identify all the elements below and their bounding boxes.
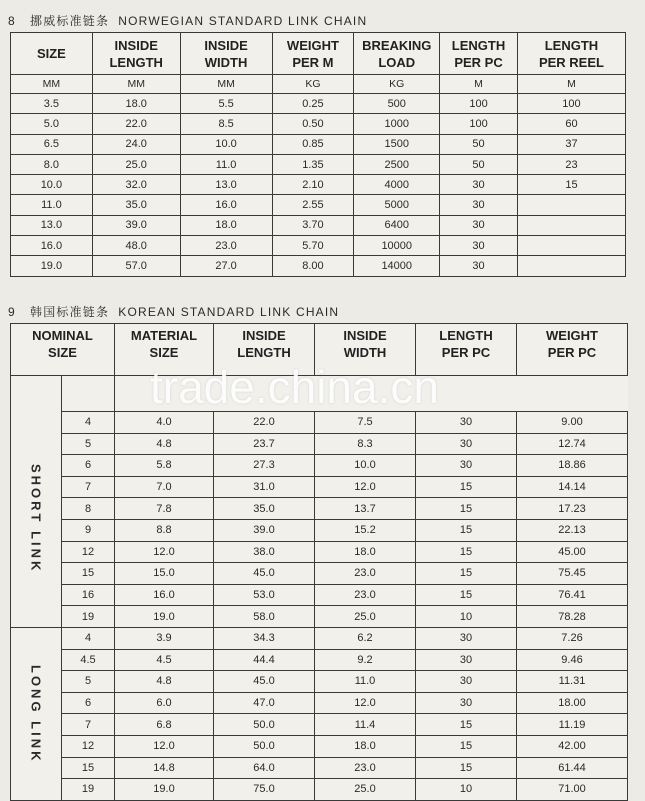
table-cell: 12.0: [115, 735, 214, 757]
table-cell: 5: [62, 671, 115, 693]
table-cell: 15.2: [315, 519, 416, 541]
table-cell: 27.0: [180, 256, 272, 276]
table-cell: 25.0: [315, 779, 416, 801]
table-cell: 18.00: [517, 692, 628, 714]
table-cell: 19.0: [115, 606, 214, 628]
table-cell: 12.0: [315, 476, 416, 498]
header-line: PER PC: [441, 345, 491, 358]
column-header: [180, 33, 272, 75]
table-cell: 39.0: [214, 519, 315, 541]
table-cell: 16: [62, 584, 115, 606]
table-cell: 19: [62, 779, 115, 801]
table-cell: 6.8: [115, 714, 214, 736]
table-cell: 13.0: [11, 215, 93, 235]
table-row: [11, 757, 628, 779]
table-cell: 3.70: [272, 215, 354, 235]
table-cell: 22.13: [517, 519, 628, 541]
table-cell: 35.0: [214, 498, 315, 520]
table-row: [11, 476, 628, 498]
table-cell: 10: [416, 606, 517, 628]
table-cell: 16.0: [115, 584, 214, 606]
table-row: [11, 563, 628, 585]
blank-cell: [517, 376, 628, 412]
link-group-text: LONG LINK: [28, 664, 44, 764]
table-cell: 30: [440, 195, 518, 215]
table-cell: 4: [62, 412, 115, 434]
table-cell: 13.7: [315, 498, 416, 520]
link-group-text: SHORT LINK: [28, 464, 44, 574]
korean-caption: [8, 303, 339, 320]
table-cell: 4.0: [115, 412, 214, 434]
table-cell: 57.0: [92, 256, 180, 276]
unit-cell: MM: [11, 75, 93, 94]
table-cell: 10: [416, 779, 517, 801]
units-row: [11, 75, 626, 94]
table-cell: 19: [62, 606, 115, 628]
table-cell: 100: [440, 94, 518, 114]
table-cell: 500: [354, 94, 440, 114]
unit-cell: KG: [272, 75, 354, 94]
table-cell: 0.85: [272, 134, 354, 154]
table-cell: 4000: [354, 175, 440, 195]
table-cell: 27.3: [214, 455, 315, 477]
table-cell: 7: [62, 714, 115, 736]
header-line: INSIDE: [242, 328, 286, 343]
unit-cell: MM: [92, 75, 180, 94]
table-cell: 8.8: [115, 519, 214, 541]
table-cell: 23.0: [315, 563, 416, 585]
table-cell: 2.55: [272, 195, 354, 215]
table-cell: 50: [440, 134, 518, 154]
table-cell: 42.00: [517, 735, 628, 757]
table-cell: 30: [440, 175, 518, 195]
table-cell: 18.86: [517, 455, 628, 477]
table-cell: 12.0: [115, 541, 214, 563]
header-line: INSIDE: [204, 37, 248, 53]
table-cell: 37: [517, 134, 625, 154]
table-cell: 18.0: [92, 94, 180, 114]
column-header: [517, 324, 628, 376]
table-cell: 22.0: [92, 114, 180, 134]
table-row: [11, 256, 626, 276]
table-body: [11, 376, 628, 801]
table-cell: 64.0: [214, 757, 315, 779]
header-line: LENGTH: [237, 345, 291, 358]
table-cell: 1500: [354, 134, 440, 154]
table-cell: 5.5: [180, 94, 272, 114]
table-cell: 0.50: [272, 114, 354, 134]
table-cell: 19.0: [11, 256, 93, 276]
table-cell: 6.2: [315, 627, 416, 649]
table-cell: 76.41: [517, 584, 628, 606]
table-cell: 30: [416, 649, 517, 671]
header-line: SIZE: [36, 46, 66, 61]
table-cell: 23.0: [180, 236, 272, 256]
column-header: [354, 33, 440, 75]
header-line: SIZE: [48, 345, 77, 358]
table-cell: 23.7: [214, 433, 315, 455]
table-cell: 14.14: [517, 476, 628, 498]
table-cell: 23.0: [315, 584, 416, 606]
table-row: [11, 692, 628, 714]
header-row: [11, 33, 626, 75]
table-cell: 100: [517, 94, 625, 114]
norwegian-table: [10, 32, 626, 277]
unit-cell: M: [517, 75, 625, 94]
table-cell: 3.5: [11, 94, 93, 114]
table-cell: 10.0: [315, 455, 416, 477]
table-cell: 8.3: [315, 433, 416, 455]
table-cell: 22.0: [214, 412, 315, 434]
table-cell: 0.25: [272, 94, 354, 114]
table-cell: 2.10: [272, 175, 354, 195]
table-cell: 25.0: [92, 154, 180, 174]
table-row: [11, 649, 628, 671]
table-cell: 11.31: [517, 671, 628, 693]
link-group-label: [11, 412, 62, 628]
unit-cell: MM: [180, 75, 272, 94]
table-cell: 3.9: [115, 627, 214, 649]
table-cell: 15: [416, 541, 517, 563]
table-cell: 45.00: [517, 541, 628, 563]
table-cell: 15: [416, 584, 517, 606]
title-en: KOREAN STANDARD LINK CHAIN: [118, 305, 340, 319]
table-cell: 9: [62, 519, 115, 541]
header-line: SIZE: [149, 345, 179, 358]
table-cell: 15: [62, 757, 115, 779]
table-cell: 4.5: [115, 649, 214, 671]
table-cell: 15: [517, 175, 625, 195]
unit-cell: M: [440, 75, 518, 94]
table-cell: 15: [416, 735, 517, 757]
table-row: [11, 134, 626, 154]
table-cell: 19.0: [115, 779, 214, 801]
table-cell: 6: [62, 455, 115, 477]
table-row: [11, 714, 628, 736]
table-cell: 11.4: [315, 714, 416, 736]
title-en: NORWEGIAN STANDARD LINK CHAIN: [118, 14, 368, 28]
header-line: LENGTH: [109, 54, 163, 70]
header-line: BREAKING: [362, 37, 432, 53]
table-cell: 12: [62, 735, 115, 757]
table-cell: 23.0: [315, 757, 416, 779]
table-cell: 60: [517, 114, 625, 134]
table-cell: 47.0: [214, 692, 315, 714]
table-cell: 1.35: [272, 154, 354, 174]
column-header: [272, 33, 354, 75]
table-cell: 61.44: [517, 757, 628, 779]
header-line: PER M: [292, 54, 334, 70]
title-cn: 挪威标准链条: [30, 14, 110, 28]
table-cell: 6400: [354, 215, 440, 235]
table-cell: 8.5: [180, 114, 272, 134]
header-line: NOMINAL: [32, 328, 93, 343]
table-cell: 10.0: [180, 134, 272, 154]
header-line: INSIDE: [343, 328, 387, 343]
header-line: LENGTH: [544, 37, 599, 53]
table-cell: 44.4: [214, 649, 315, 671]
table-cell: 7.5: [315, 412, 416, 434]
section-number: 8: [8, 14, 16, 28]
table-cell: 8.0: [11, 154, 93, 174]
table-cell: [517, 236, 625, 256]
table-cell: [517, 256, 625, 276]
table-cell: 1000: [354, 114, 440, 134]
table-cell: 30: [416, 433, 517, 455]
header-line: WIDTH: [204, 54, 248, 70]
column-header: [11, 324, 115, 376]
table-cell: 75.0: [214, 779, 315, 801]
table-cell: 15: [416, 563, 517, 585]
table-cell: 14000: [354, 256, 440, 276]
table-cell: 5.8: [115, 455, 214, 477]
table-cell: 4.8: [115, 433, 214, 455]
group-cell: [11, 376, 62, 412]
table-cell: 25.0: [315, 606, 416, 628]
table-cell: 5000: [354, 195, 440, 215]
table-row: [11, 519, 628, 541]
table-row: [11, 433, 628, 455]
header-line: LENGTH: [439, 328, 493, 343]
table-cell: 58.0: [214, 606, 315, 628]
table-cell: 12: [62, 541, 115, 563]
table-cell: 39.0: [92, 215, 180, 235]
table-cell: 10000: [354, 236, 440, 256]
table-cell: 24.0: [92, 134, 180, 154]
table-row: [11, 627, 628, 649]
table-cell: [517, 195, 625, 215]
table-cell: 53.0: [214, 584, 315, 606]
table-cell: 30: [440, 256, 518, 276]
table-header: [11, 33, 626, 75]
table-cell: 7: [62, 476, 115, 498]
table-cell: 11.0: [180, 154, 272, 174]
table-cell: 8.00: [272, 256, 354, 276]
table-cell: 38.0: [214, 541, 315, 563]
table-cell: 50: [440, 154, 518, 174]
table-cell: 16.0: [11, 236, 93, 256]
table-body: [11, 75, 626, 277]
table-row: [11, 114, 626, 134]
link-group-label: [11, 627, 62, 800]
table-cell: 50.0: [214, 735, 315, 757]
table-cell: 4: [62, 627, 115, 649]
table-row: [11, 779, 628, 801]
header-line: MATERIAL: [130, 328, 198, 343]
column-header: [11, 33, 93, 75]
table-row: [11, 606, 628, 628]
table-cell: 31.0: [214, 476, 315, 498]
unit-cell: KG: [354, 75, 440, 94]
table-cell: 15.0: [115, 563, 214, 585]
table-cell: 15: [416, 757, 517, 779]
table-row: [11, 215, 626, 235]
table-cell: 30: [416, 671, 517, 693]
table-cell: 11.19: [517, 714, 628, 736]
table-cell: 5: [62, 433, 115, 455]
table-cell: 6.5: [11, 134, 93, 154]
norwegian-caption: [8, 12, 367, 29]
table-row: [11, 94, 626, 114]
table-cell: 30: [416, 692, 517, 714]
table-row: [11, 541, 628, 563]
table-cell: 9.46: [517, 649, 628, 671]
table-cell: 6.0: [115, 692, 214, 714]
header-line: PER PC: [454, 54, 503, 70]
table-cell: 30: [416, 627, 517, 649]
table-cell: 5.70: [272, 236, 354, 256]
table-row: [11, 455, 628, 477]
header-line: WEIGHT: [546, 328, 598, 343]
table-cell: 12.74: [517, 433, 628, 455]
header-line: PER REEL: [538, 54, 604, 70]
table-cell: 15: [416, 714, 517, 736]
table-cell: 7.8: [115, 498, 214, 520]
table-cell: 15: [416, 498, 517, 520]
header-line: LENGTH: [451, 37, 506, 53]
title-cn: 韩国标准链条: [30, 305, 110, 319]
watermark: trade.china.cn: [150, 361, 439, 413]
table-cell: [517, 215, 625, 235]
table-cell: 78.28: [517, 606, 628, 628]
table-row: [11, 195, 626, 215]
table-cell: 30: [416, 455, 517, 477]
table-cell: 18.0: [315, 735, 416, 757]
table-cell: 13.0: [180, 175, 272, 195]
table-cell: 9.00: [517, 412, 628, 434]
table-row: [11, 175, 626, 195]
table-cell: 17.23: [517, 498, 628, 520]
table-cell: 15: [416, 476, 517, 498]
table-row: [11, 412, 628, 434]
table-row: [11, 584, 628, 606]
table-cell: 14.8: [115, 757, 214, 779]
table-cell: 15: [416, 519, 517, 541]
table-cell: 9.2: [315, 649, 416, 671]
table-cell: 12.0: [315, 692, 416, 714]
table-cell: 100: [440, 114, 518, 134]
table-cell: 11.0: [11, 195, 93, 215]
table-cell: 30: [440, 236, 518, 256]
header-line: PER PC: [547, 345, 597, 358]
column-header: [440, 33, 518, 75]
table-cell: 30: [416, 412, 517, 434]
table-cell: 16.0: [180, 195, 272, 215]
table-cell: 6: [62, 692, 115, 714]
table-cell: 34.3: [214, 627, 315, 649]
table-cell: 75.45: [517, 563, 628, 585]
table-cell: 4.8: [115, 671, 214, 693]
column-header: [517, 33, 625, 75]
table-row: [11, 498, 628, 520]
table-row: [11, 735, 628, 757]
table-cell: 18.0: [180, 215, 272, 235]
column-header: [92, 33, 180, 75]
table-cell: 4.5: [62, 649, 115, 671]
table-row: [11, 671, 628, 693]
table-row: [11, 154, 626, 174]
blank-cell: [62, 376, 115, 412]
table-cell: 15: [62, 563, 115, 585]
table-cell: 32.0: [92, 175, 180, 195]
table-cell: 7.26: [517, 627, 628, 649]
header-line: WEIGHT: [286, 37, 339, 53]
header-line: WIDTH: [343, 345, 387, 358]
header-line: INSIDE: [114, 37, 158, 53]
table-cell: 7.0: [115, 476, 214, 498]
table-cell: 48.0: [92, 236, 180, 256]
table-cell: 2500: [354, 154, 440, 174]
table-row: [11, 236, 626, 256]
table-cell: 71.00: [517, 779, 628, 801]
table-cell: 5.0: [11, 114, 93, 134]
table-cell: 45.0: [214, 563, 315, 585]
header-line: LOAD: [378, 54, 416, 70]
table-cell: 18.0: [315, 541, 416, 563]
table-cell: 50.0: [214, 714, 315, 736]
table-cell: 45.0: [214, 671, 315, 693]
section-number: 9: [8, 305, 16, 319]
table-cell: 11.0: [315, 671, 416, 693]
table-cell: 8: [62, 498, 115, 520]
table-cell: 23: [517, 154, 625, 174]
table-cell: 10.0: [11, 175, 93, 195]
table-cell: 35.0: [92, 195, 180, 215]
table-cell: 30: [440, 215, 518, 235]
